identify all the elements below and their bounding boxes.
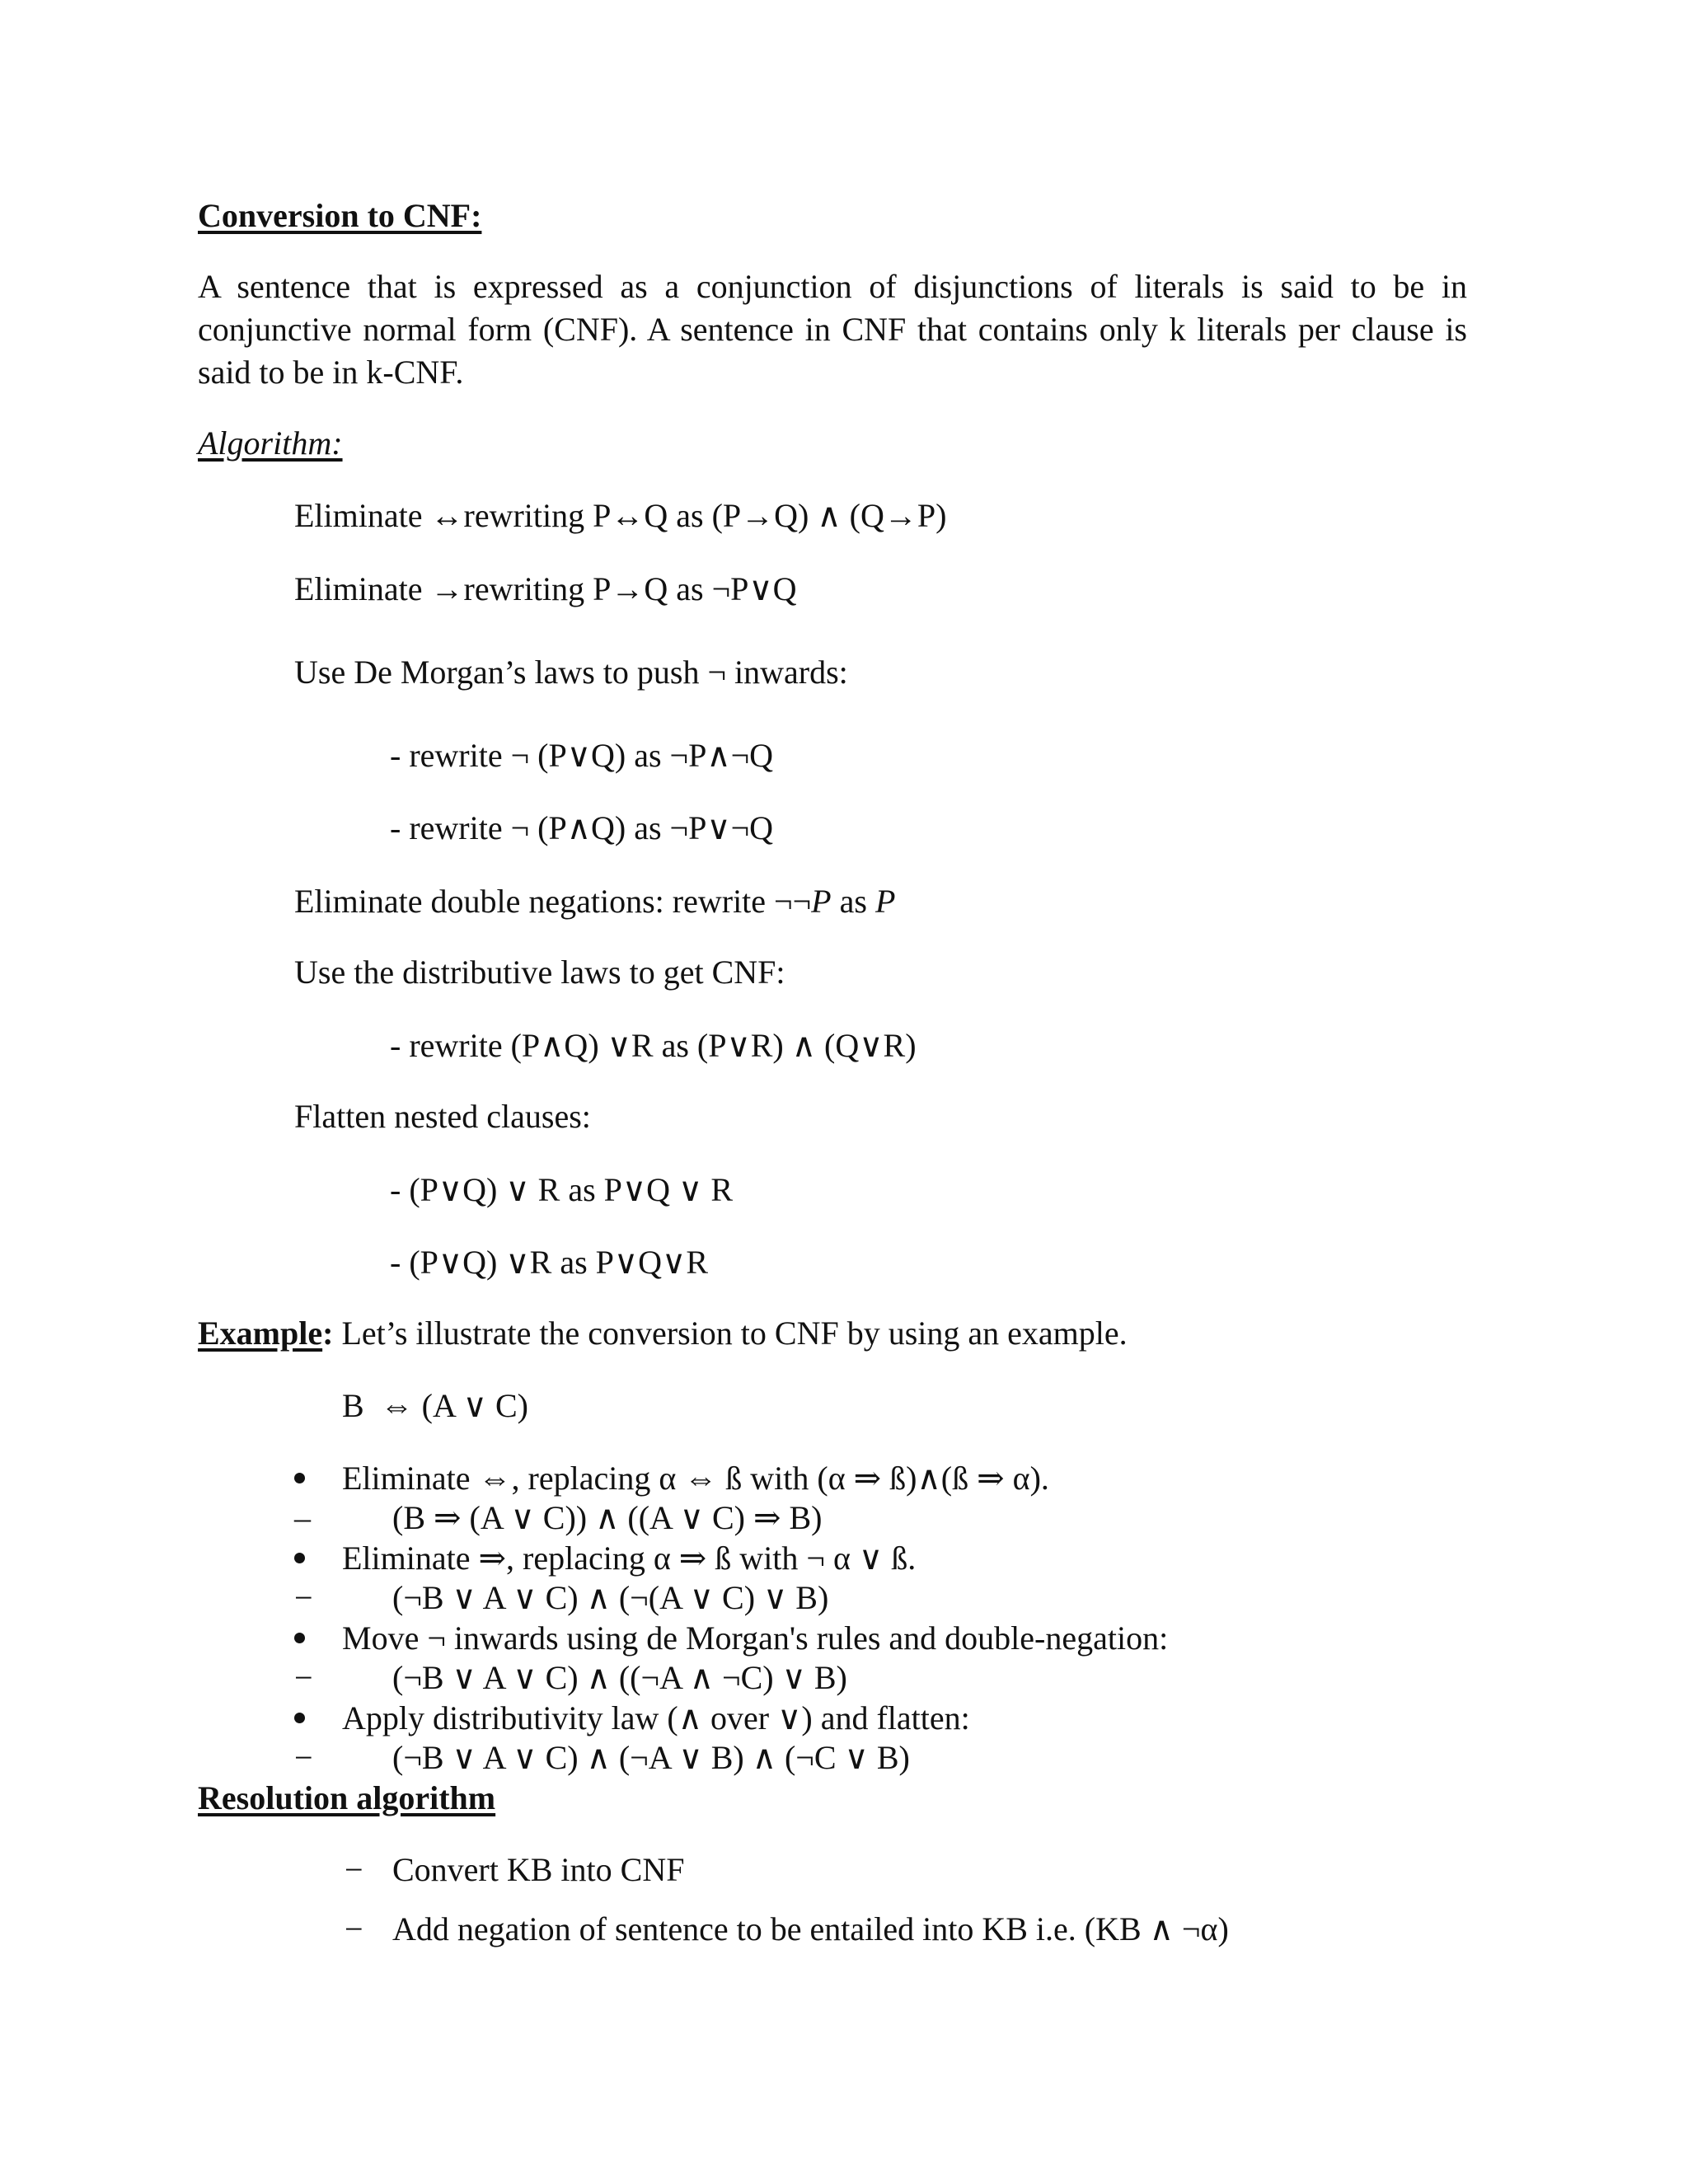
bullet-3-sub: (¬B ∨ A ∨ C) ∧ ((¬A ∧ ¬C) ∨ B) <box>392 1659 847 1696</box>
algorithm-step-5: Use the distributive laws to get CNF: <box>294 954 785 991</box>
algorithm-step-4 <box>294 885 895 918</box>
resolution-item-2-dash: − <box>345 1910 363 1947</box>
bullet-3-dash: − <box>294 1659 313 1696</box>
bullet-dot <box>294 1633 305 1643</box>
algorithm-label: Algorithm: <box>198 424 343 462</box>
bullet-3-text: Move ¬ inwards using de Morgan's rules and double-negation: <box>342 1619 1169 1657</box>
bullet-4-dash: − <box>294 1739 313 1776</box>
algorithm-substep-flatten-1: - (P∨Q) ∨ R as P∨Q ∨ R <box>390 1171 734 1208</box>
algorithm-substep-demorgan-1: - rewrite ¬ (P∨Q) as ¬P∧¬Q <box>390 737 774 774</box>
algorithm-step-6: Flatten nested clauses: <box>294 1098 591 1135</box>
bullet-1-dash: – <box>294 1499 311 1536</box>
intro-paragraph: A sentence that is expressed as a conjunction of disjunctions of literals is said to be in conjunctive normal form (CNF). A sentence in CNF that contains only k literals per clause is said to be in k-CNF. <box>198 268 1467 391</box>
bullet-4-text: Apply distributivity law (∧ over ∨) and flatten: <box>342 1699 970 1736</box>
bullet-2-sub: (¬B ∨ A ∨ C) ∧ (¬(A ∨ C) ∨ B) <box>392 1579 829 1616</box>
example-formula: B ⇔ (A ∨ C) <box>342 1387 528 1424</box>
resolution-heading: Resolution algorithm <box>198 1779 496 1816</box>
step-4-var-p: P <box>811 883 832 920</box>
page-title: Conversion to CNF: <box>198 197 482 234</box>
bullet-1-text: Eliminate ⇔, replacing α ⇔ ß with (α ⇒ ß)∧(ß ⇒ α). <box>342 1460 1049 1497</box>
resolution-item-1-dash: − <box>345 1851 363 1888</box>
algorithm-step-3: Use De Morgan’s laws to push ¬ inwards: <box>294 654 848 691</box>
step-4-text: Eliminate double negations: rewrite ¬¬ <box>294 883 812 920</box>
step-4-var-p-result: P <box>874 883 896 920</box>
algorithm-substep-flatten-2: - (P∨Q) ∨R as P∨Q∨R <box>390 1244 709 1281</box>
algorithm-substep-demorgan-2: - rewrite ¬ (P∧Q) as ¬P∨¬Q <box>390 809 774 846</box>
bullet-1-sub: (B ⇒ (A ∨ C)) ∧ ((A ∨ C) ⇒ B) <box>392 1499 823 1536</box>
example-line <box>198 1317 1128 1350</box>
bullet-4-sub: (¬B ∨ A ∨ C) ∧ (¬A ∨ B) ∧ (¬C ∨ B) <box>392 1739 910 1776</box>
algorithm-substep-distributive: - rewrite (P∧Q) ∨R as (P∨R) ∧ (Q∨R) <box>390 1027 917 1064</box>
algorithm-step-1: Eliminate ↔rewriting P↔Q as (P→Q) ∧ (Q→P) <box>294 497 947 534</box>
bullet-dot <box>294 1713 305 1723</box>
bullet-dot <box>294 1553 305 1563</box>
example-text: Let’s illustrate the conversion to CNF by using an example. <box>333 1315 1128 1352</box>
resolution-item-2: Add negation of sentence to be entailed into KB i.e. (KB ∧ ¬α) <box>392 1910 1229 1947</box>
example-colon: : <box>322 1315 334 1352</box>
bullet-2-dash: − <box>294 1579 313 1616</box>
example-label: Example <box>198 1315 323 1352</box>
bullet-dot <box>294 1473 305 1483</box>
algorithm-step-2: Eliminate →rewriting P→Q as ¬P∨Q <box>294 570 797 607</box>
step-4-as: as <box>831 883 875 920</box>
resolution-item-1: Convert KB into CNF <box>392 1851 685 1888</box>
bullet-2-text: Eliminate ⇒, replacing α ⇒ ß with ¬ α ∨ ß. <box>342 1540 917 1577</box>
